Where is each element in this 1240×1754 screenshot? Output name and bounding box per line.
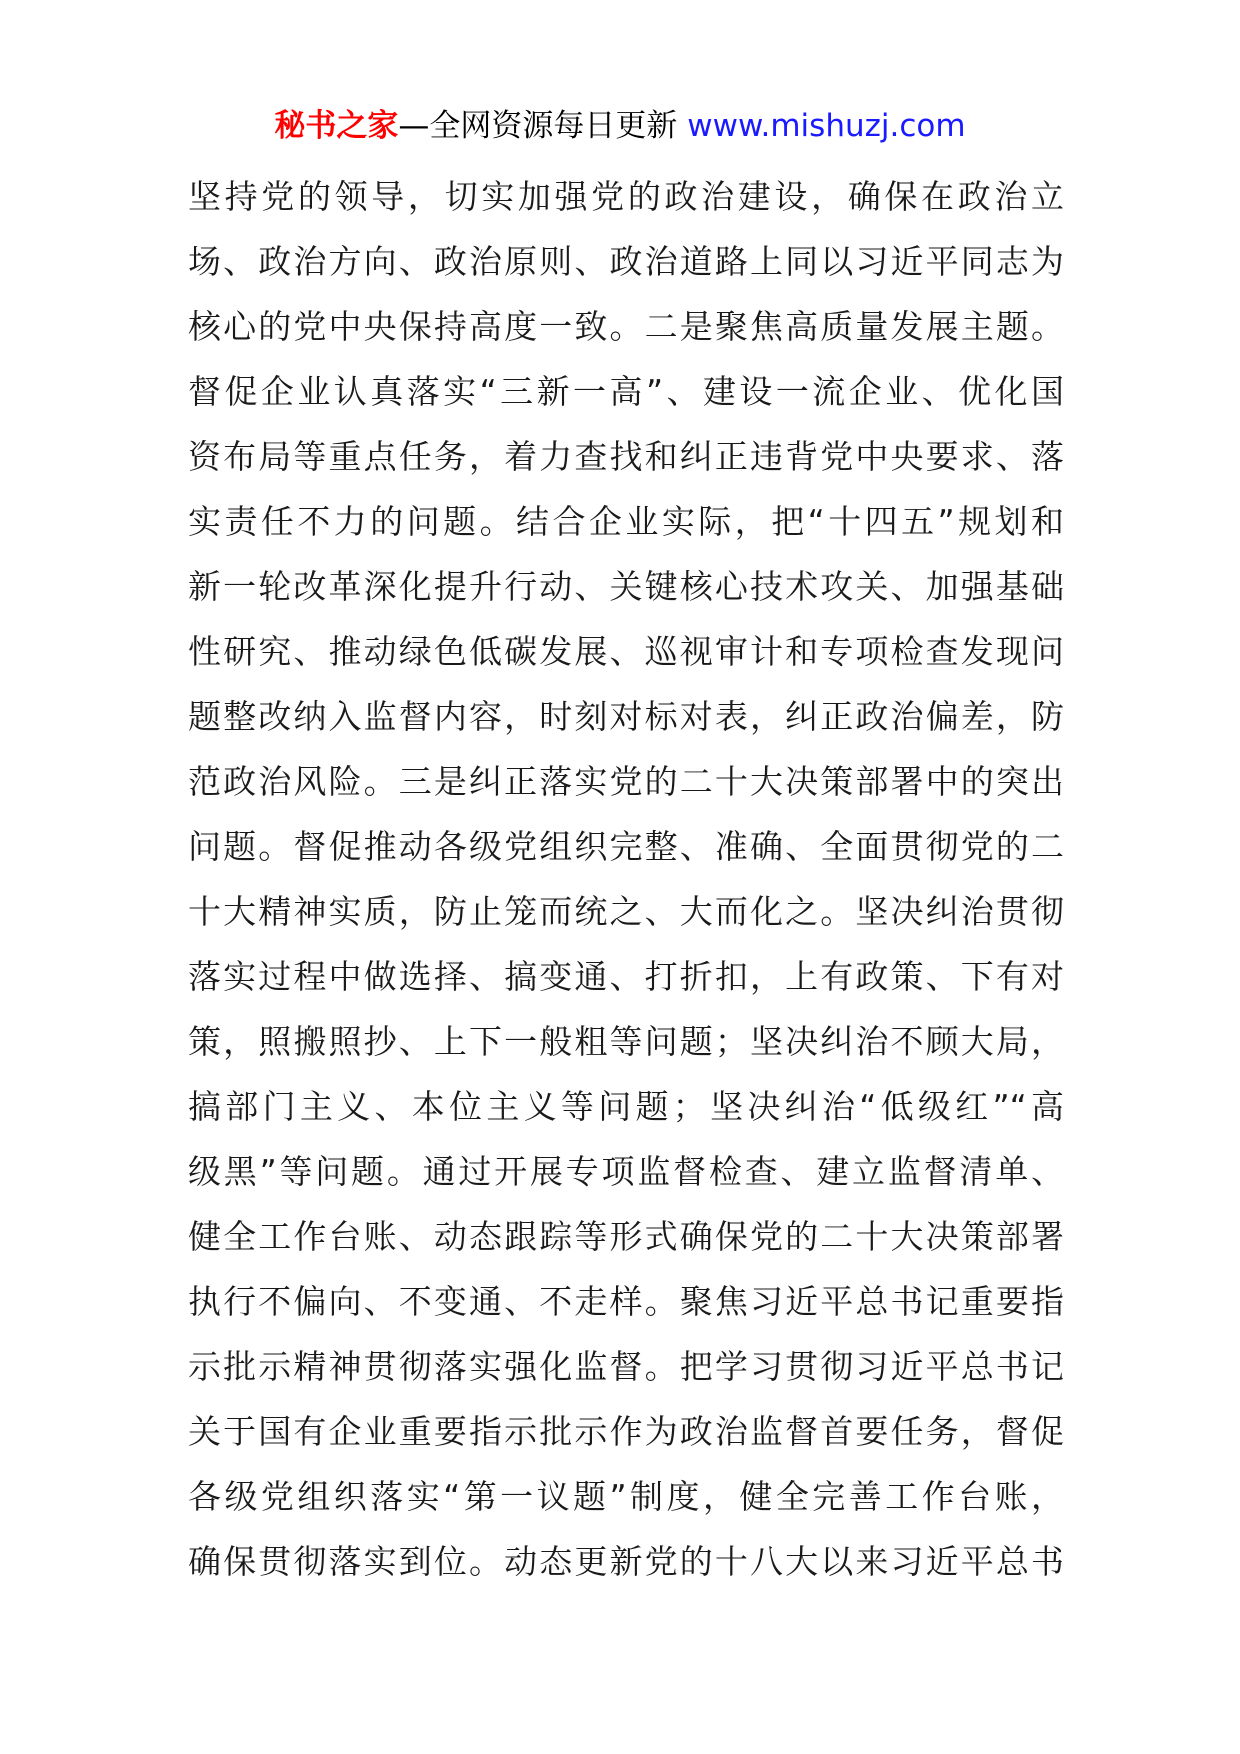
text-line: 问题。督促推动各级党组织完整、准确、全面贯彻党的二 xyxy=(188,827,1064,866)
site-url-link[interactable]: www.mishuzj.com xyxy=(687,108,966,144)
text-line: 新一轮改革深化提升行动、关键核心技术攻关、加强基础 xyxy=(188,567,1064,606)
page-header xyxy=(0,104,1240,148)
text-line: 题整改纳入监督内容，时刻对标对表，纠正政治偏差，防 xyxy=(188,697,1064,736)
text-line: 督促企业认真落实“三新一高”、建设一流企业、优化国 xyxy=(188,372,1064,411)
text-line: 示批示精神贯彻落实强化监督。把学习贯彻习近平总书记 xyxy=(188,1347,1064,1386)
header-tagline: —全网资源每日更新 xyxy=(398,108,678,144)
text-line: 场、政治方向、政治原则、政治道路上同以习近平同志为 xyxy=(188,242,1064,281)
text-line: 实责任不力的问题。结合企业实际，把“十四五”规划和 xyxy=(188,502,1064,541)
text-line: 性研究、推动绿色低碳发展、巡视审计和专项检查发现问 xyxy=(188,632,1064,671)
text-line: 确保贯彻落实到位。动态更新党的十八大以来习近平总书 xyxy=(188,1542,1064,1581)
text-line: 资布局等重点任务，着力查找和纠正违背党中央要求、落 xyxy=(188,437,1064,476)
text-line: 搞部门主义、本位主义等问题；坚决纠治“低级红”“高 xyxy=(188,1087,1064,1126)
text-line: 策，照搬照抄、上下一般粗等问题；坚决纠治不顾大局， xyxy=(188,1022,1064,1061)
text-line: 健全工作台账、动态跟踪等形式确保党的二十大决策部署 xyxy=(188,1217,1064,1256)
text-line: 落实过程中做选择、搞变通、打折扣，上有政策、下有对 xyxy=(188,957,1064,996)
text-line: 执行不偏向、不变通、不走样。聚焦习近平总书记重要指 xyxy=(188,1282,1064,1321)
brand-name: 秘书之家 xyxy=(274,108,399,144)
text-line: 核心的党中央保持高度一致。二是聚焦高质量发展主题。 xyxy=(188,307,1064,346)
text-line: 十大精神实质，防止笼而统之、大而化之。坚决纠治贯彻 xyxy=(188,892,1064,931)
text-line: 各级党组织落实“第一议题”制度，健全完善工作台账， xyxy=(188,1477,1064,1516)
text-line: 坚持党的领导，切实加强党的政治建设，确保在政治立 xyxy=(188,177,1064,216)
text-line: 级黑”等问题。通过开展专项监督检查、建立监督清单、 xyxy=(188,1152,1064,1191)
text-line: 范政治风险。三是纠正落实党的二十大决策部署中的突出 xyxy=(188,762,1064,801)
text-line: 关于国有企业重要指示批示作为政治监督首要任务，督促 xyxy=(188,1412,1064,1451)
body-paragraph xyxy=(188,164,1064,1594)
